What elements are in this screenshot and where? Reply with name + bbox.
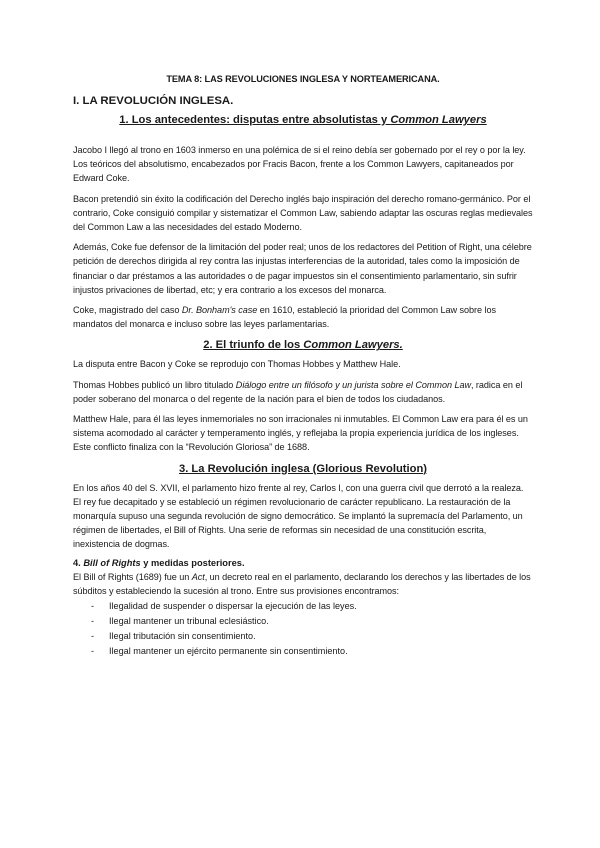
list-dash: - bbox=[91, 601, 95, 612]
paragraph-1: Jacobo I llegó al trono en 1603 inmerso en una polémica de si el reino debía ser gobernado por el rey o por la ley. Los teóricos del absolutismo, encabezados por Fracis Bacon, frente a los Common Lawyers, capitaneados por Edward Coke. bbox=[73, 145, 526, 184]
paragraph-3: Además, Coke fue defensor de la limitación del poder real; unos de los redactores del Petition of Right, una célebre petición de derechos dirigida al rey contra las injustas interferencias de la autoridad, tales como la imposición de financiar o dar préstamos a las autoridades o de pagar impuestos sin el consentimiento parlamentario, sin sufrir injustos privaciones de libertad, etc; y era contrario a los excesos del monarca. bbox=[73, 242, 532, 295]
provisions-list bbox=[73, 599, 533, 659]
paragraph-4-text: Coke, magistrado del caso bbox=[73, 305, 182, 316]
subsection-2-heading bbox=[73, 339, 533, 351]
subsection-4-number: 4. bbox=[73, 557, 84, 568]
paragraph-8: En los años 40 del S. XVII, el parlamento hizo frente al rey, Carlos I, con una guerra civil que derrotó a la realeza. El rey fue decapitado y se estableció un régimen revolucionario de carácter republicano. La restauración de la monarquía supuso una segunda revolución de signo democrático. Se implantó la supremacía del Parlamento, un régimen de libertades, el Bill of Rights. Una serie de reformas sin necesidad de una constitución escrita, inexistencia de dogmas. bbox=[73, 482, 524, 550]
section-heading: I. LA REVOLUCIÓN INGLESA. bbox=[73, 95, 234, 107]
document-content bbox=[73, 74, 533, 659]
paragraph-9 bbox=[73, 570, 533, 598]
paragraph-4 bbox=[73, 303, 533, 331]
paragraph-4-rest: en 1610, estableció la prioridad del Common Law sobre los mandatos del monarca e incluso sobre las leyes parlamentarias. bbox=[73, 305, 496, 330]
subsection-4-emphasis: Bill of Rights bbox=[83, 557, 141, 568]
list-item-text: Ilegal mantener un ejército permanente sin consentimiento. bbox=[109, 646, 348, 657]
list-item-text: Ilegal mantener un tribunal eclesiástico. bbox=[109, 616, 269, 627]
subsection-1-heading bbox=[73, 114, 533, 126]
paragraph-9-text: El Bill of Rights (1689) fue un bbox=[73, 571, 192, 582]
list-item bbox=[91, 629, 533, 644]
list-item bbox=[91, 599, 533, 614]
subsection-4-heading bbox=[73, 558, 533, 568]
list-dash: - bbox=[91, 646, 95, 657]
paragraph-9-rest: , un decreto real en el parlamento, declarando los derechos y las libertades de los súbditos y estableciendo la sucesión al trono. Entre sus provisiones encontramos: bbox=[73, 571, 531, 596]
list-item-text: Ilegalidad de suspender o dispersar la ejecución de las leyes. bbox=[109, 601, 357, 612]
paragraph-6 bbox=[73, 378, 533, 406]
paragraph-6-rest: , radica en el poder soberano del monarca o del regente de la nación para el bien de todos los ciudadanos. bbox=[73, 379, 523, 404]
paragraph-7: Matthew Hale, para él las leyes inmemoriales no son irracionales ni inmutables. El Common Law era para él es un sistema acomodado al carácter y temperamento inglés, y reflejaba la propia experiencia jurídica de los ingleses. Este conflicto finaliza con la “Revolución Gloriosa” de 1688. bbox=[73, 414, 528, 453]
list-dash: - bbox=[91, 631, 95, 642]
subsection-1-emphasis: Common Lawyers bbox=[390, 114, 487, 126]
subsection-3-heading: 3. La Revolución inglesa (Glorious Revolution) bbox=[178, 462, 428, 475]
list-dash: - bbox=[91, 616, 95, 627]
paragraph-5: La disputa entre Bacon y Coke se reprodujo con Thomas Hobbes y Matthew Hale. bbox=[73, 359, 401, 370]
subsection-4-rest: y medidas posteriores. bbox=[140, 557, 245, 568]
case-name: Dr. Bonham's case bbox=[181, 305, 258, 316]
subsection-2-text: 2. El triunfo de los bbox=[203, 339, 304, 352]
list-item bbox=[91, 644, 533, 659]
paragraph-2: Bacon pretendió sin éxito la codificación del Derecho inglés bajo inspiración del derecho romano-germánico. Por el contrario, Coke consiguió compilar y sistematizar el Common Law, sabiendo adaptar las oscuras reglas medievales del Common Law a las necesidades del estado Moderno. bbox=[73, 193, 533, 233]
subsection-2-emphasis: Common Lawyers. bbox=[303, 339, 403, 352]
book-title: Diálogo entre un filósofo y un jurista sobre el Common Law bbox=[235, 379, 471, 390]
document-title: TEMA 8: LAS REVOLUCIONES INGLESA Y NORTEAMERICANA. bbox=[166, 74, 440, 84]
subsection-1-text: 1. Los antecedentes: disputas entre absolutistas y bbox=[119, 114, 391, 126]
list-item-text: Ilegal tributación sin consentimiento. bbox=[109, 631, 256, 642]
act-term: Act bbox=[191, 571, 205, 582]
paragraph-6-text: Thomas Hobbes publicó un libro titulado bbox=[73, 379, 236, 390]
list-item bbox=[91, 614, 533, 629]
